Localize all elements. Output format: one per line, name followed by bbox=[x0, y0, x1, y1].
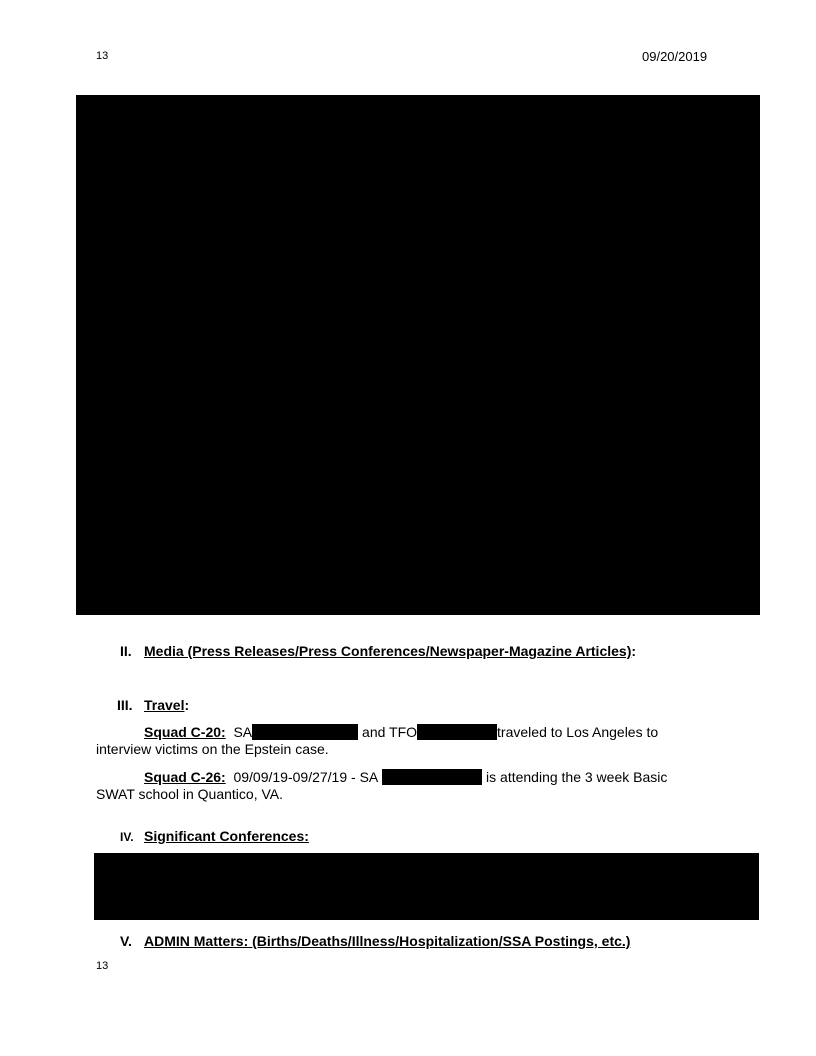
section-title: Significant Conferences: bbox=[144, 828, 309, 844]
redaction-block-large bbox=[76, 95, 760, 615]
entry-text: traveled to Los Angeles to bbox=[497, 724, 659, 740]
squad-label: Squad C-20: bbox=[144, 724, 226, 740]
section-numeral: III. bbox=[117, 697, 133, 713]
section-colon: : bbox=[184, 697, 190, 713]
redaction-inline bbox=[252, 724, 358, 740]
section-title: ADMIN Matters: (Births/Deaths/Illness/Hospitalization/SSA Postings, etc.) bbox=[144, 933, 631, 949]
entry-text: SA bbox=[233, 724, 253, 740]
section-media-heading bbox=[120, 643, 636, 659]
redaction-block-conferences bbox=[94, 853, 759, 920]
entry-text: is attending the 3 week Basic bbox=[486, 769, 668, 785]
section-travel-heading bbox=[117, 697, 189, 713]
travel-entry-c20 bbox=[96, 724, 736, 758]
entry-text: and TFO bbox=[358, 724, 418, 740]
entry-text: 09/09/19-09/27/19 - SA bbox=[233, 769, 379, 785]
section-title: Travel bbox=[144, 697, 185, 713]
section-numeral: II. bbox=[120, 643, 132, 659]
entry-continuation: interview victims on the Epstein case. bbox=[96, 741, 329, 757]
section-title: Media (Press Releases/Press Conferences/Newspaper-Magazine Articles) bbox=[144, 643, 632, 659]
section-conferences-heading bbox=[120, 828, 309, 844]
header-date: 09/20/2019 bbox=[642, 49, 708, 64]
entry-continuation: SWAT school in Quantico, VA. bbox=[96, 786, 284, 802]
section-admin-heading bbox=[120, 933, 630, 949]
section-numeral: IV. bbox=[120, 830, 134, 844]
section-colon: : bbox=[631, 643, 637, 659]
redaction-inline bbox=[417, 724, 497, 740]
squad-label: Squad C-26: bbox=[144, 769, 226, 785]
footer-page-number: 13 bbox=[96, 960, 109, 972]
section-numeral: V. bbox=[120, 933, 132, 949]
redaction-inline bbox=[382, 769, 482, 785]
travel-entry-c26 bbox=[96, 769, 736, 803]
header-page-number: 13 bbox=[96, 50, 109, 62]
